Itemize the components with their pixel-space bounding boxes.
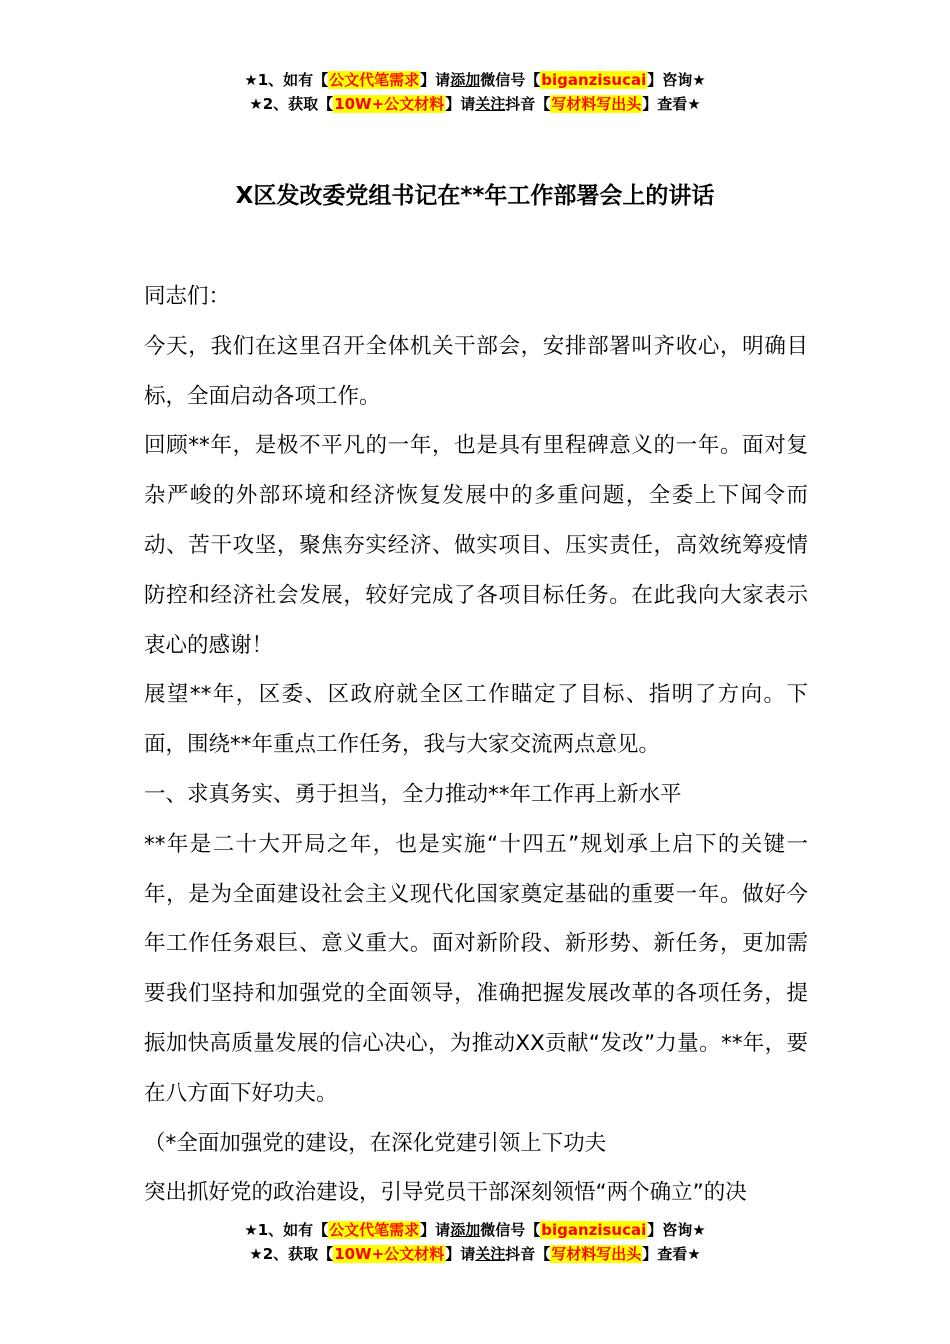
highlight-text: 10W+公文材料 [334,1245,445,1263]
salutation: 同志们： [144,284,231,309]
document-title: X区发改委党组书记在**年工作部署会上的讲话 [235,183,715,209]
header-banner-line-2: ★2、获取【10W+公文材料】请关注抖音【写材料写出头】查看★ [249,95,701,113]
subsection-heading: （*全面加强党的建设，在深化党建引领上下功夫 [144,1130,607,1156]
douyin-account: 写材料写出头 [551,95,642,113]
paragraph: 展望**年，区委、区政府就全区工作瞄定了目标、指明了方向。下面，围绕**年重点工作任务，我与大家交流两点意见。 [144,682,808,758]
highlight-text: 公文代笔需求 [329,1221,420,1239]
footer-banner [0,1218,950,1266]
wechat-id: biganzisucai [541,1221,647,1239]
paragraph: 突出抓好党的政治建设，引导党员干部深刻领悟“两个确立”的决 [144,1180,747,1206]
underlined-text: 关注 [475,95,506,113]
section-heading: 一、求真务实、勇于担当，全力推动**年工作再上新水平 [144,781,682,807]
footer-banner-line-1: ★1、如有【公文代笔需求】请添加微信号【biganzisucai】咨询★ [244,1221,706,1239]
underlined-text: 关注 [475,1245,506,1263]
wechat-id: biganzisucai [541,71,647,89]
document-body [144,272,808,1218]
highlight-text: 公文代笔需求 [329,71,420,89]
douyin-account: 写材料写出头 [551,1245,642,1263]
header-banner-line-1: ★1、如有【公文代笔需求】请添加微信号【biganzisucai】咨询★ [244,71,706,89]
footer-banner-line-2: ★2、获取【10W+公文材料】请关注抖音【写材料写出头】查看★ [249,1245,701,1263]
underlined-text: 添加 [450,71,481,89]
highlight-text: 10W+公文材料 [334,95,445,113]
paragraph: 回顾**年，是极不平凡的一年，也是具有里程碑意义的一年。面对复杂严峻的外部环境和经济恢复发展中的多重问题，全委上下闻令而动、苦干攻坚，聚焦夯实经济、做实项目、压实责任，高效统筹疫情防控和经济社会发展，较好完成了各项目标任务。在此我向大家表示衷心的感谢！ [144,433,808,658]
paragraph: 今天，我们在这里召开全体机关干部会，安排部署叫齐收心，明确目标，全面启动各项工作。 [144,333,808,409]
underlined-text: 添加 [450,1221,481,1239]
header-banner [0,68,950,116]
paragraph: **年是二十大开局之年，也是实施“十四五”规划承上启下的关键一年，是为全面建设社会主义现代化国家奠定基础的重要一年。做好今年工作任务艰巨、意义重大。面对新阶段、新形势、新任务，更加需要我们坚持和加强党的全面领导，准确把握发展改革的各项任务，提振加快高质量发展的信心决心，为推动XX贡献“发改”力量。**年，要在八方面下好功夫。 [144,831,808,1106]
